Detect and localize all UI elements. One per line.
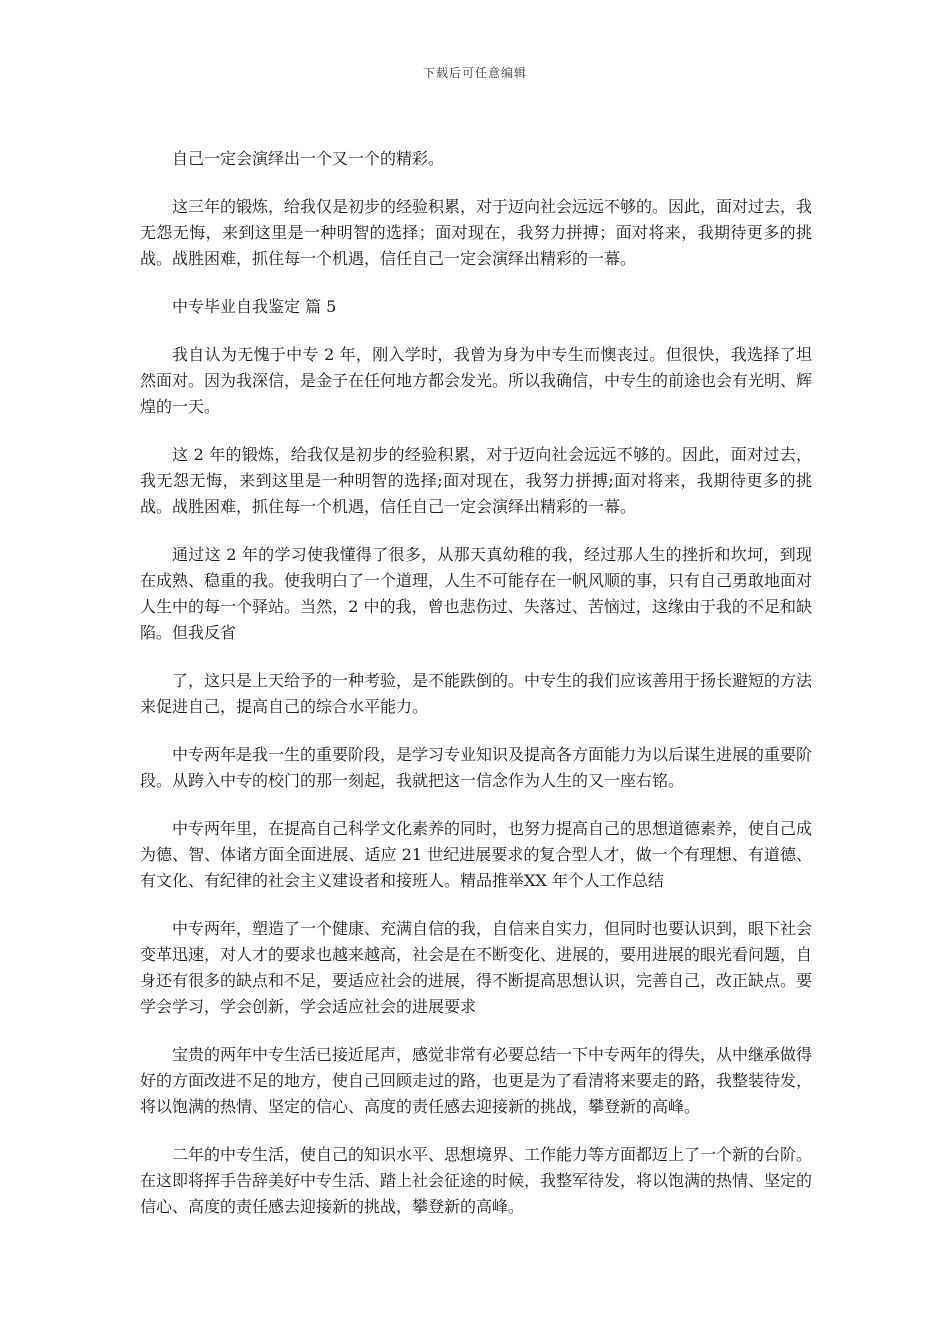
paragraph: 二年的中专生活，使自己的知识水平、思想境界、工作能力等方面都迈上了一个新的台阶。在这即将挥手告辞美好中专生活、踏上社会征途的时候，我整军待发，将以饱满的热情、坚定的信心、高度的责任感去迎接新的挑战，攀登新的高峰。 (140, 1145, 813, 1216)
paragraph: 这三年的锻炼，给我仅是初步的经验积累，对于迈向社会远远不够的。因此，面对过去，我无怨无悔，来到这里是一种明智的选择；面对现在，我努力拼搏；面对将来，我期待更多的挑战。战胜困难，抓住每一个机遇，信任自己一定会演绎出精彩的一幕。 (140, 197, 813, 268)
paragraph: 中专两年，塑造了一个健康、充满自信的我，自信来自实力，但同时也要认识到，眼下社会变革迅速，对人才的要求也越来越高，社会是在不断变化、进展的，要用进展的眼光看问题，自身还有很多的缺点和不足，要适应社会的进展，得不断提高思想认识，完善自己，改正缺点。要学会学习，学会创新，学会适应社会的进展要求 (140, 919, 813, 1016)
paragraph: 中专两年里，在提高自己科学文化素养的同时，也努力提高自己的思想道德素养，使自己成为德、智、体诸方面全面进展、适应 21 世纪进展要求的复合型人才，做一个有理想、有道德、有文化、有纪律的社会主义建设者和接班人。精品推举XX 年个人工作总结 (140, 819, 813, 890)
document-body (140, 146, 812, 1242)
paragraph: 通过这 2 年的学习使我懂得了很多，从那天真幼稚的我，经过那人生的挫折和坎坷，到现在成熟、稳重的我。使我明白了一个道理，人生不可能存在一帆风顺的事，只有自己勇敢地面对人生中的每一个驿站。当然，2 中的我，曾也悲伤过、失落过、苦恼过，这缘由于我的不足和缺陷。但我反省 (140, 545, 813, 642)
header-note: 下载后可任意编辑 (422, 66, 527, 80)
paragraph: 这 2 年的锻炼，给我仅是初步的经验积累，对于迈向社会远远不够的。因此，面对过去，我无怨无悔，来到这里是一种明智的选择;面对现在，我努力拼搏;面对将来，我期待更多的挑战。战胜困难，抓住每一个机遇，信任自己一定会演绎出精彩的一幕。 (140, 445, 812, 516)
paragraph: 自己一定会演绎出一个又一个的精彩。 (172, 149, 445, 168)
paragraph: 中专两年是我一生的重要阶段，是学习专业知识及提高各方面能力为以后谋生进展的重要阶段。从跨入中专的校门的那一刻起，我就把这一信念作为人生的又一座右铭。 (140, 745, 813, 790)
paragraph: 了，这只是上天给予的一种考验，是不能跌倒的。中专生的我们应该善用于扬长避短的方法来促进自己，提高自己的综合水平能力。 (140, 671, 813, 716)
paragraph: 我自认为无愧于中专 2 年，刚入学时，我曾为身为中专生而懊丧过。但很快，我选择了坦然面对。因为我深信，是金子在任何地方都会发光。所以我确信，中专生的前途也会有光明、辉煌的一天。 (140, 345, 813, 416)
paragraph: 宝贵的两年中专生活已接近尾声，感觉非常有必要总结一下中专两年的得失，从中继承做得好的方面改进不足的地方，使自己回顾走过的路，也更是为了看清将来要走的路，我整装待发，将以饱满的热情、坚定的信心、高度的责任感去迎接新的挑战，攀登新的高峰。 (140, 1045, 813, 1116)
section-heading: 中专毕业自我鉴定 篇 5 (172, 297, 337, 316)
